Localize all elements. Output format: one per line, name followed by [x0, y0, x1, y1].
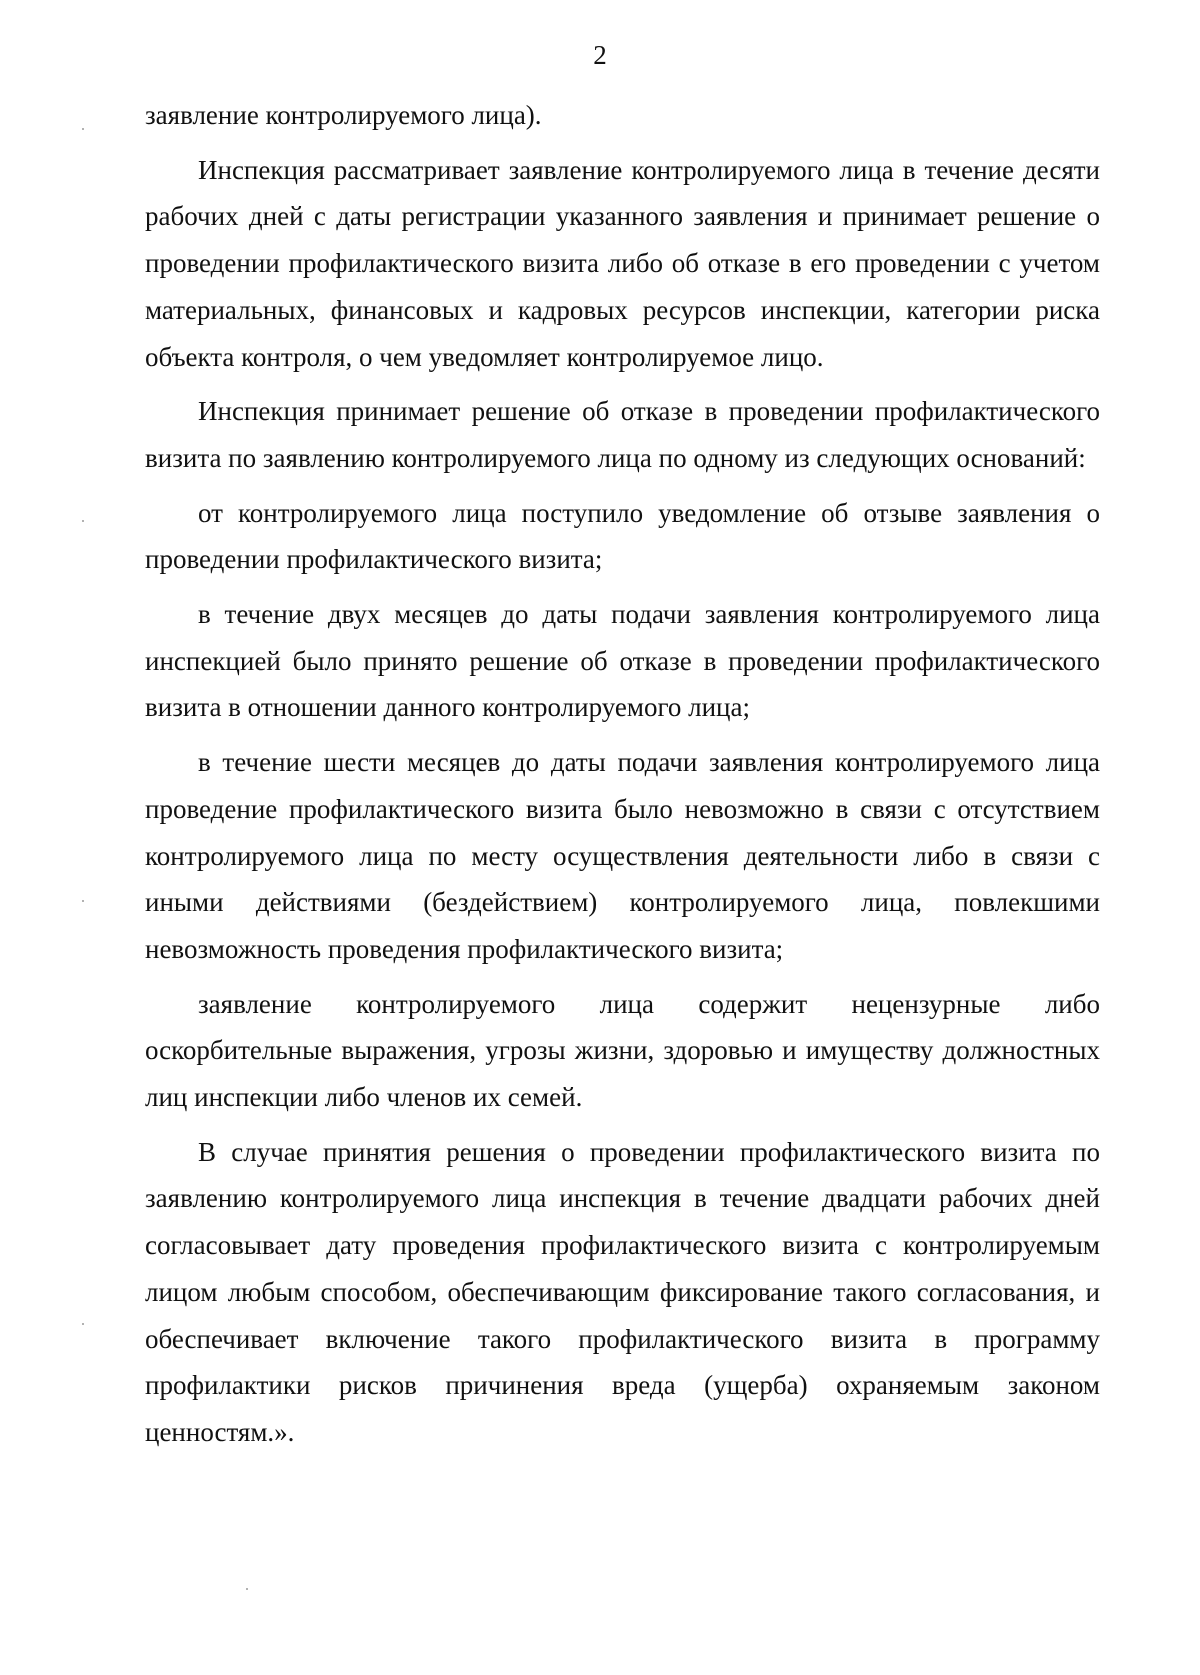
page-number: 2 — [593, 40, 607, 70]
list-item-prior-refusal: в течение двух месяцев до даты подачи заявления контролируемого лица инспекцией было принято решение об отказе в проведении профилактического визита в отношении данного контролируемого лица; — [145, 599, 1100, 723]
paragraph-refusal-grounds-intro: Инспекция принимает решение об отказе в проведении профилактического визита по заявлению контролируемого лица по одному из следующих оснований: — [145, 396, 1100, 473]
list-item-impossible-visit: в течение шести месяцев до даты подачи заявления контролируемого лица проведение профилактического визита было невозможно в связи с отсутствием контролируемого лица по месту осуществления деятельности либо в связи с иными действиями (бездействием) контролируемого лица, повлекшими невозможность проведения профилактического визита; — [145, 747, 1100, 964]
paragraph-visit-agreement: В случае принятия решения о проведении профилактического визита по заявлению контролируемого лица инспекция в течение двадцати рабочих дней согласовывает дату проведения профилактического визита с контролируемым лицом любым способом, обеспечивающим фиксирование такого согласования, и обеспечивает включение такого профилактического визита в программу профилактики рисков причинения вреда (ущерба) охраняемым законом ценностям.». — [145, 1136, 1100, 1447]
scan-speck — [82, 128, 84, 130]
scan-speck — [246, 1588, 248, 1590]
list-item-withdrawal: от контролируемого лица поступило уведомление об отзыве заявления о проведении профилактического визита; — [145, 497, 1100, 575]
document-body — [145, 92, 1100, 1464]
paragraph-review-procedure: Инспекция рассматривает заявление контролируемого лица в течение десяти рабочих дней с даты регистрации указанного заявления и принимает решение о проведении профилактического визита либо об отказе в его проведении с учетом материальных, финансовых и кадровых ресурсов инспекции, категории риска объекта контроля, о чем уведомляет контролируемое лицо. — [145, 154, 1100, 372]
scan-speck — [82, 520, 84, 522]
scan-speck — [82, 1323, 84, 1325]
scan-speck — [82, 900, 84, 902]
paragraph-continuation: заявление контролируемого лица). — [145, 100, 542, 130]
list-item-offensive-content: заявление контролируемого лица содержит нецензурные либо оскорбительные выражения, угрозы жизни, здоровью и имуществу должностных лиц инспекции либо членов их семей. — [145, 988, 1100, 1113]
